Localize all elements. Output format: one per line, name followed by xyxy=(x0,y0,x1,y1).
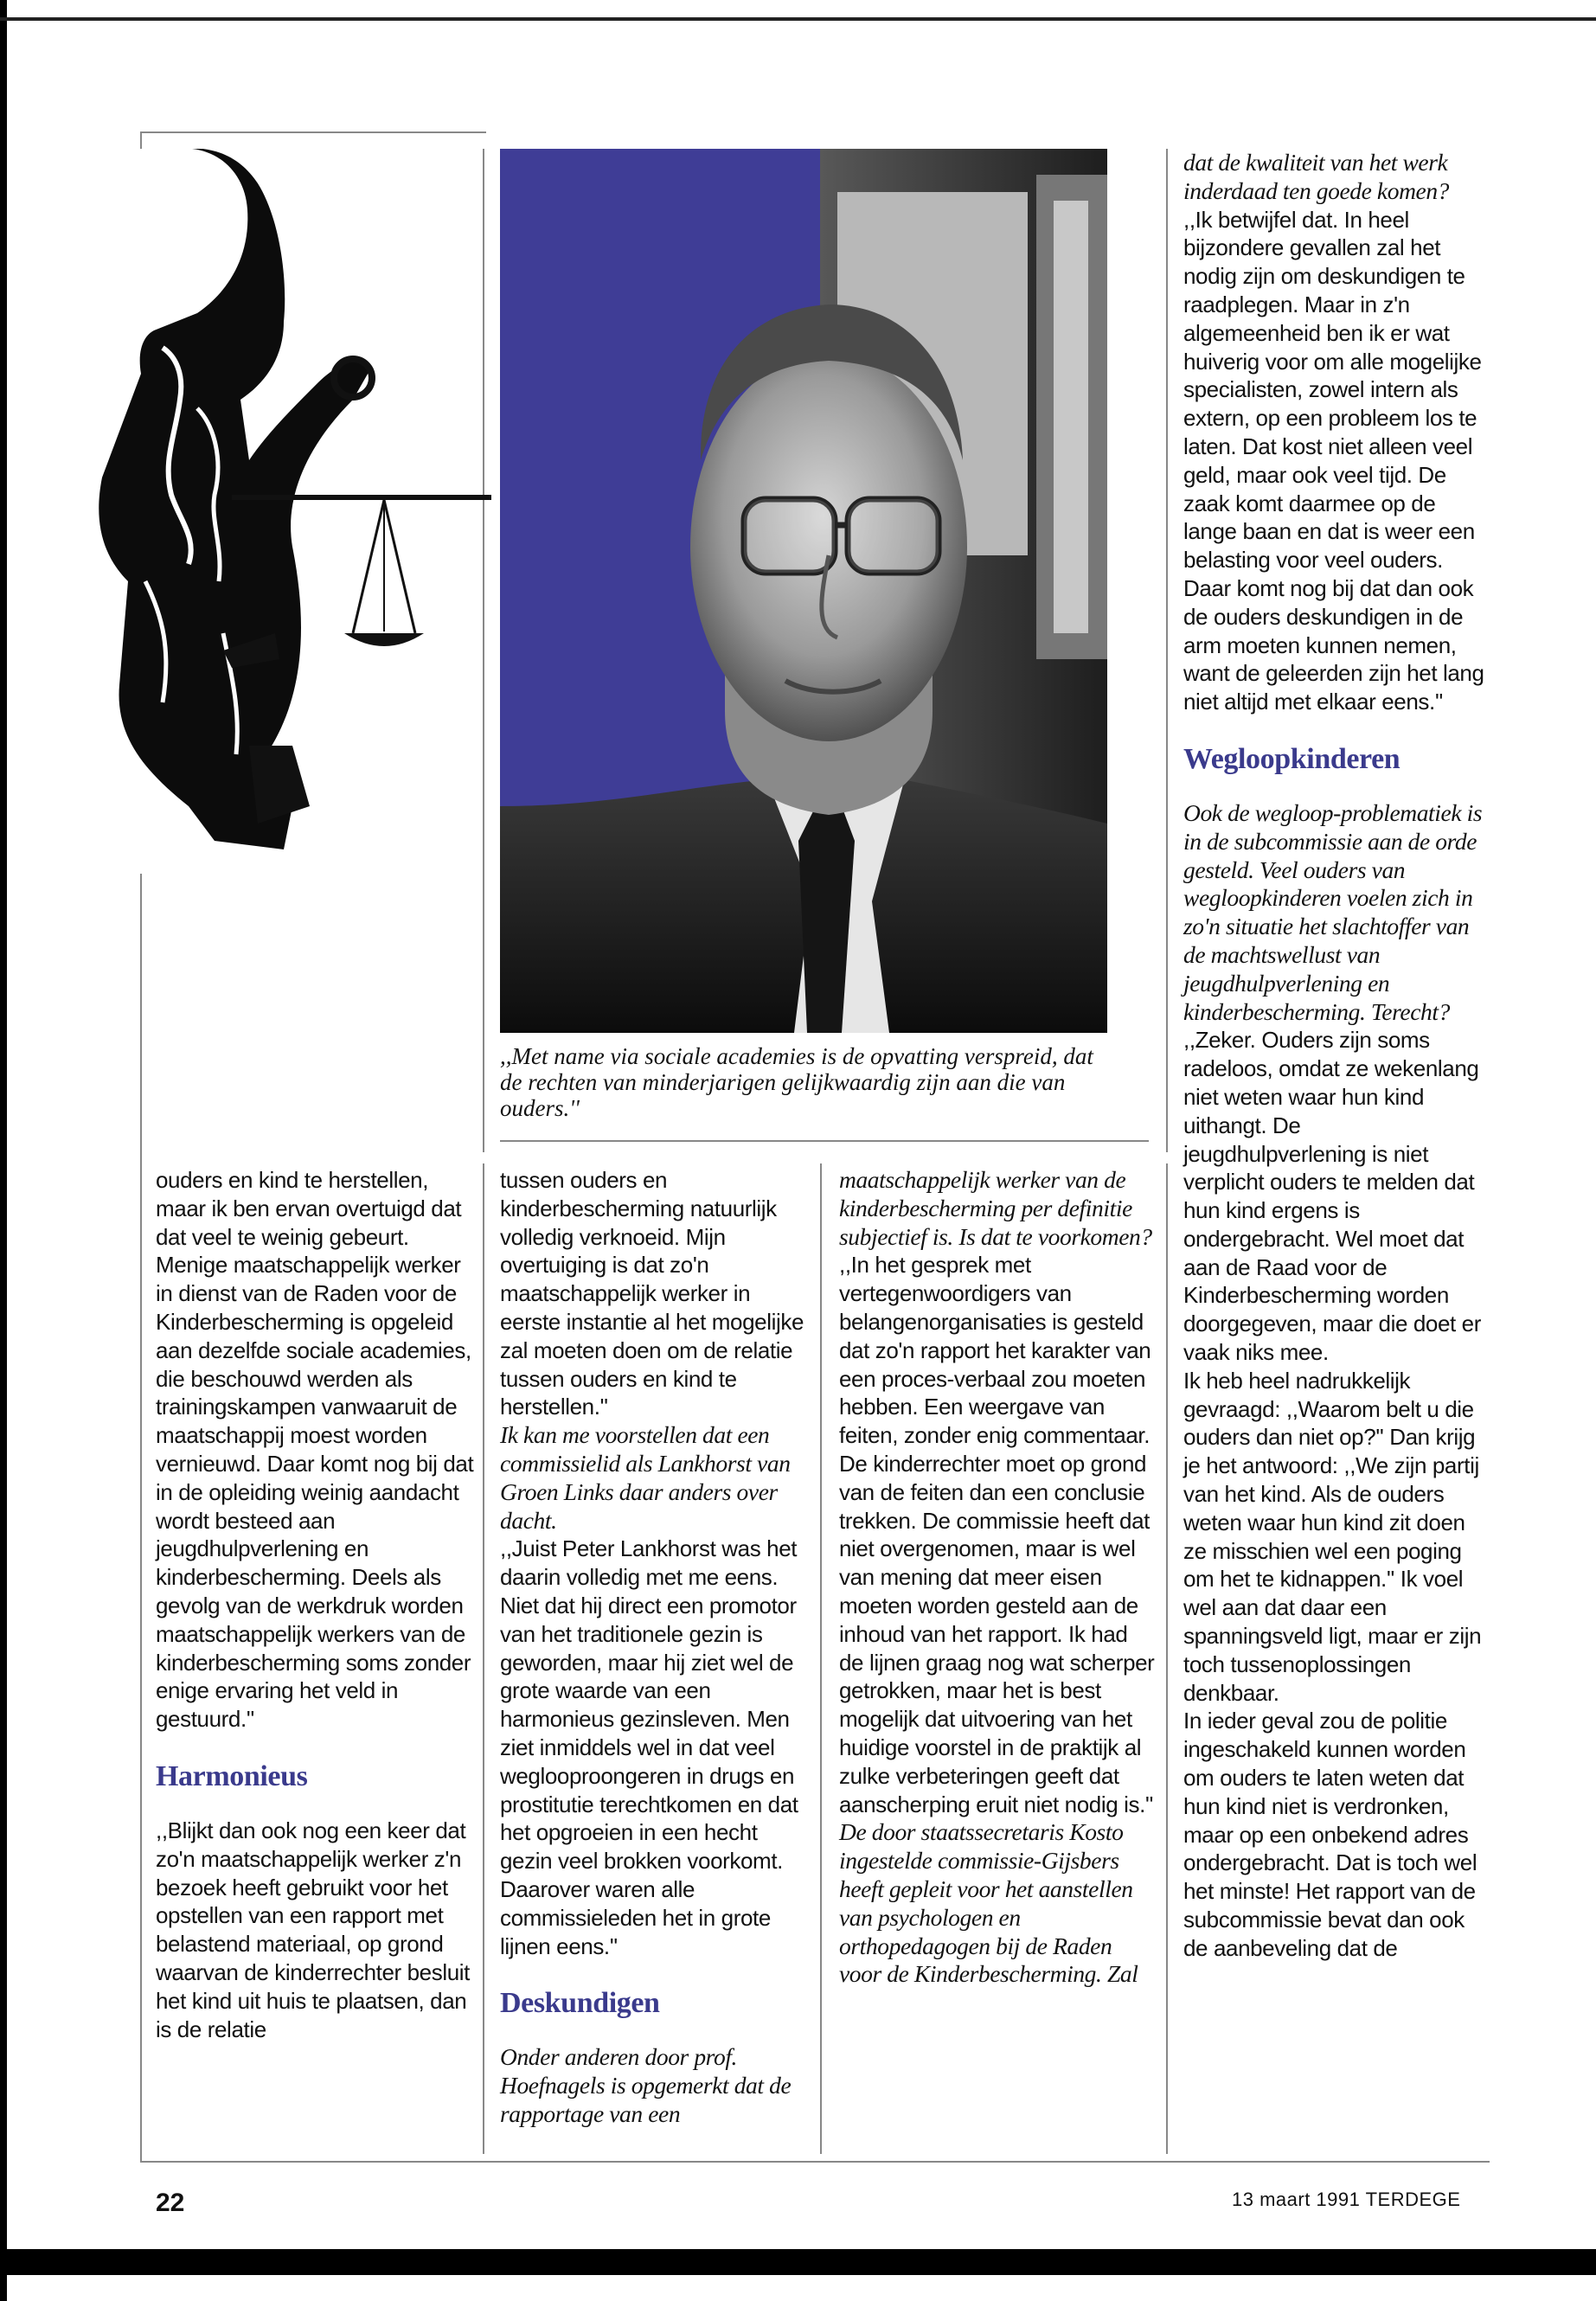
col4-paragraph-2: ,,Zeker. Ouders zijn soms radeloos, omdat ze wekenlang niet weten waar hun kind uithangt. De jeugdhulpverlening is niet verplicht ouders te melden dat hun kind ergens is ondergebracht. Wel moet dat aan de Raad voor de Kinderbescherming worden doorgegeven, maar die doet er vaak niks mee. xyxy=(1183,1027,1481,1366)
page-border-bottom xyxy=(0,2249,1596,2275)
col3-question-2: De door staatssecretaris Kosto ingestelde commissie-Gijsbers heeft gepleit voor het aanstellen van psychologen en orthopedagogen bij de Raden voor de Kinderbescherming. Zal xyxy=(839,1818,1138,1988)
publication-date: 13 maart 1991 TERDEGE xyxy=(1232,2189,1461,2210)
portrait-photo xyxy=(500,149,1107,1033)
subheading-wegloopkinderen: Wegloopkinderen xyxy=(1183,742,1401,775)
top-rule-left xyxy=(140,131,486,133)
column-rule-3 xyxy=(1166,1163,1168,2154)
col4-question-2: Ook de wegloop-problematiek is in de subcommissie aan de orde gesteld. Veel ouders van wegloopkinderen voelen zich in zo'n situatie het slachtoffer van de machtswellust van jeugdhulpverlening en kinderbescherming. Terecht? xyxy=(1183,798,1483,1025)
rule-left-tick xyxy=(140,131,142,149)
bottom-rule xyxy=(140,2161,1490,2163)
subheading-deskundigen: Deskundigen xyxy=(500,1987,660,2020)
page-border-top xyxy=(0,17,1596,21)
col1-paragraph-2: ,,Blijkt dan ook nog een keer dat zo'n maatschappelijk werker z'n bezoek heeft gebruikt voor het opstellen van een rapport met belastend materiaal, op grond waarvan de kinderrechter besluit het kind uit huis te plaatsen, dan is de relatie xyxy=(156,1817,470,2042)
column-rule-1 xyxy=(483,1163,484,2154)
article-column-3 xyxy=(839,1166,1155,1989)
col4-paragraph-4: In ieder geval zou de politie ingeschakeld kunnen worden om ouders te laten weten dat hun kind niet is verdronken, maar op een onbekend adres ondergebracht. Dat is toch wel het minste! Het rapport van de subcommissie bevat dan ook de aanbeveling dat de xyxy=(1183,1708,1477,1961)
col2-paragraph-1: tussen ouders en kinderbescherming natuurlijk volledig verknoeid. Mijn overtuiging is dat zo'n maatschappelijk werker in eerste instantie al het mogelijke zal moeten doen om de relatie tussen ouders en kind te herstellen.'' xyxy=(500,1167,804,1420)
caption-rule xyxy=(500,1140,1149,1142)
article-column-4 xyxy=(1183,149,1486,1963)
col4-paragraph-1: ,,Ik betwijfel dat. In heel bijzondere gevallen zal het nodig zijn om deskundigen te raadplegen. Maar in z'n algemeenheid ben ik er wat huiverig voor om alle mogelijke specialisten, zowel intern als extern, op een probleem los te laten. Dat kost niet alleen veel geld, maar ook veel tijd. De zaak komt daarmee op de lange baan en dat is weer een belasting voor veel ouders. Daar komt nog bij dat dan ook de ouders deskundigen in de arm moeten kunnen nemen, want de geleerden zijn het lang niet altijd met elkaar eens.'' xyxy=(1183,206,1484,715)
photo-right-rule xyxy=(1166,149,1168,1152)
col4-question-1: dat de kwaliteit van het werk inderdaad ten goede komen? xyxy=(1183,149,1450,204)
page-border-left xyxy=(0,0,7,2301)
col3-question-1: maatschappelijk werker van de kinderbescherming per definitie subjectief is. Is dat te voorkomen? xyxy=(839,1166,1152,1250)
col2-paragraph-2: ,,Juist Peter Lankhorst was het daarin volledig met me eens. Niet dat hij direct een promotor van het traditionele gezin is geworden, maar hij ziet wel de grote waarde van een harmonieus gezinsleven. Men ziet inmiddels wel in dat veel weglooproongeren in drugs en prostitutie terechtkomen en dat het opgroeien in een hecht gezin veel brokken voorkomt. Daarover waren alle commissieleden het in grote lijnen eens.'' xyxy=(500,1535,798,1959)
col1-paragraph-1: ouders en kind te herstellen, maar ik ben ervan overtuigd dat dat veel te weinig gebeurt. Menige maatschappelijk werker in dienst van de Raden voor de Kinderbescherming is opgeleid aan dezelfde sociale academies, die beschouwd werden als trainingskampen vanwaaruit de maatschappij moest worden vernieuwd. Daar komt nog bij dat in de opleiding weinig aandacht wordt besteed aan jeugdhulpverlening en kinderbescherming. Deels als gevolg van de werkdruk worden maatschappelijk werkers van de kinderbescherming soms zonder enige ervaring het veld in gestuurd.'' xyxy=(156,1167,474,1733)
col4-paragraph-3: Ik heb heel nadrukkelijk gevraagd: ,,Waarom belt u die ouders dan niet op?'' Dan krijg je het antwoord: ,,We zijn partij van het kind. Als de ouders weten waar hun kind zit doen ze misschien wel een poging om het te kidnappen.'' Ik voel wel aan dat daar een spanningsveld ligt, maar er zijn toch tussenoplossingen denkbaar. xyxy=(1183,1367,1482,1706)
page-number: 22 xyxy=(156,2189,185,2217)
justice-illustration xyxy=(93,149,491,858)
col2-question-1: Ik kan me voorstellen dat een commissielid als Lankhorst van Groen Links daar anders over dacht. xyxy=(500,1421,791,1534)
article-column-1 xyxy=(156,1166,476,2043)
photo-caption: ,,Met name via sociale academies is de opvatting verspreid, dat de rechten van minderjarigen gelijkwaardig zijn aan die van ouders.'' xyxy=(500,1043,1093,1121)
article-column-2 xyxy=(500,1166,811,2129)
left-margin-rule xyxy=(140,874,142,2163)
col3-paragraph-1: ,,In het gesprek met vertegenwoordigers van belangenorganisaties is gesteld dat zo'n rapport het karakter van een proces-verbaal zou moeten hebben. Een weergave van feiten, zonder enig commentaar. De kinderrechter moet op grond van de feiten dan een conclusie trekken. De commissie heeft dat niet overgenomen, maar is wel van mening dat meer eisen moeten worden gesteld aan de inhoud van het rapport. Ik had de lijnen graag nog wat scherper getrokken, maar het is best mogelijk dat uitvoering van het huidige voorstel in de praktijk al zulke verbeteringen geeft dat aanscherping eruit niet nodig is.'' xyxy=(839,1252,1155,1817)
subheading-harmonieus: Harmonieus xyxy=(156,1759,308,1792)
column-rule-2 xyxy=(820,1163,822,2154)
col2-question-2: Onder anderen door prof. Hoefnagels is opgemerkt dat de rapportage van een xyxy=(500,2043,792,2127)
